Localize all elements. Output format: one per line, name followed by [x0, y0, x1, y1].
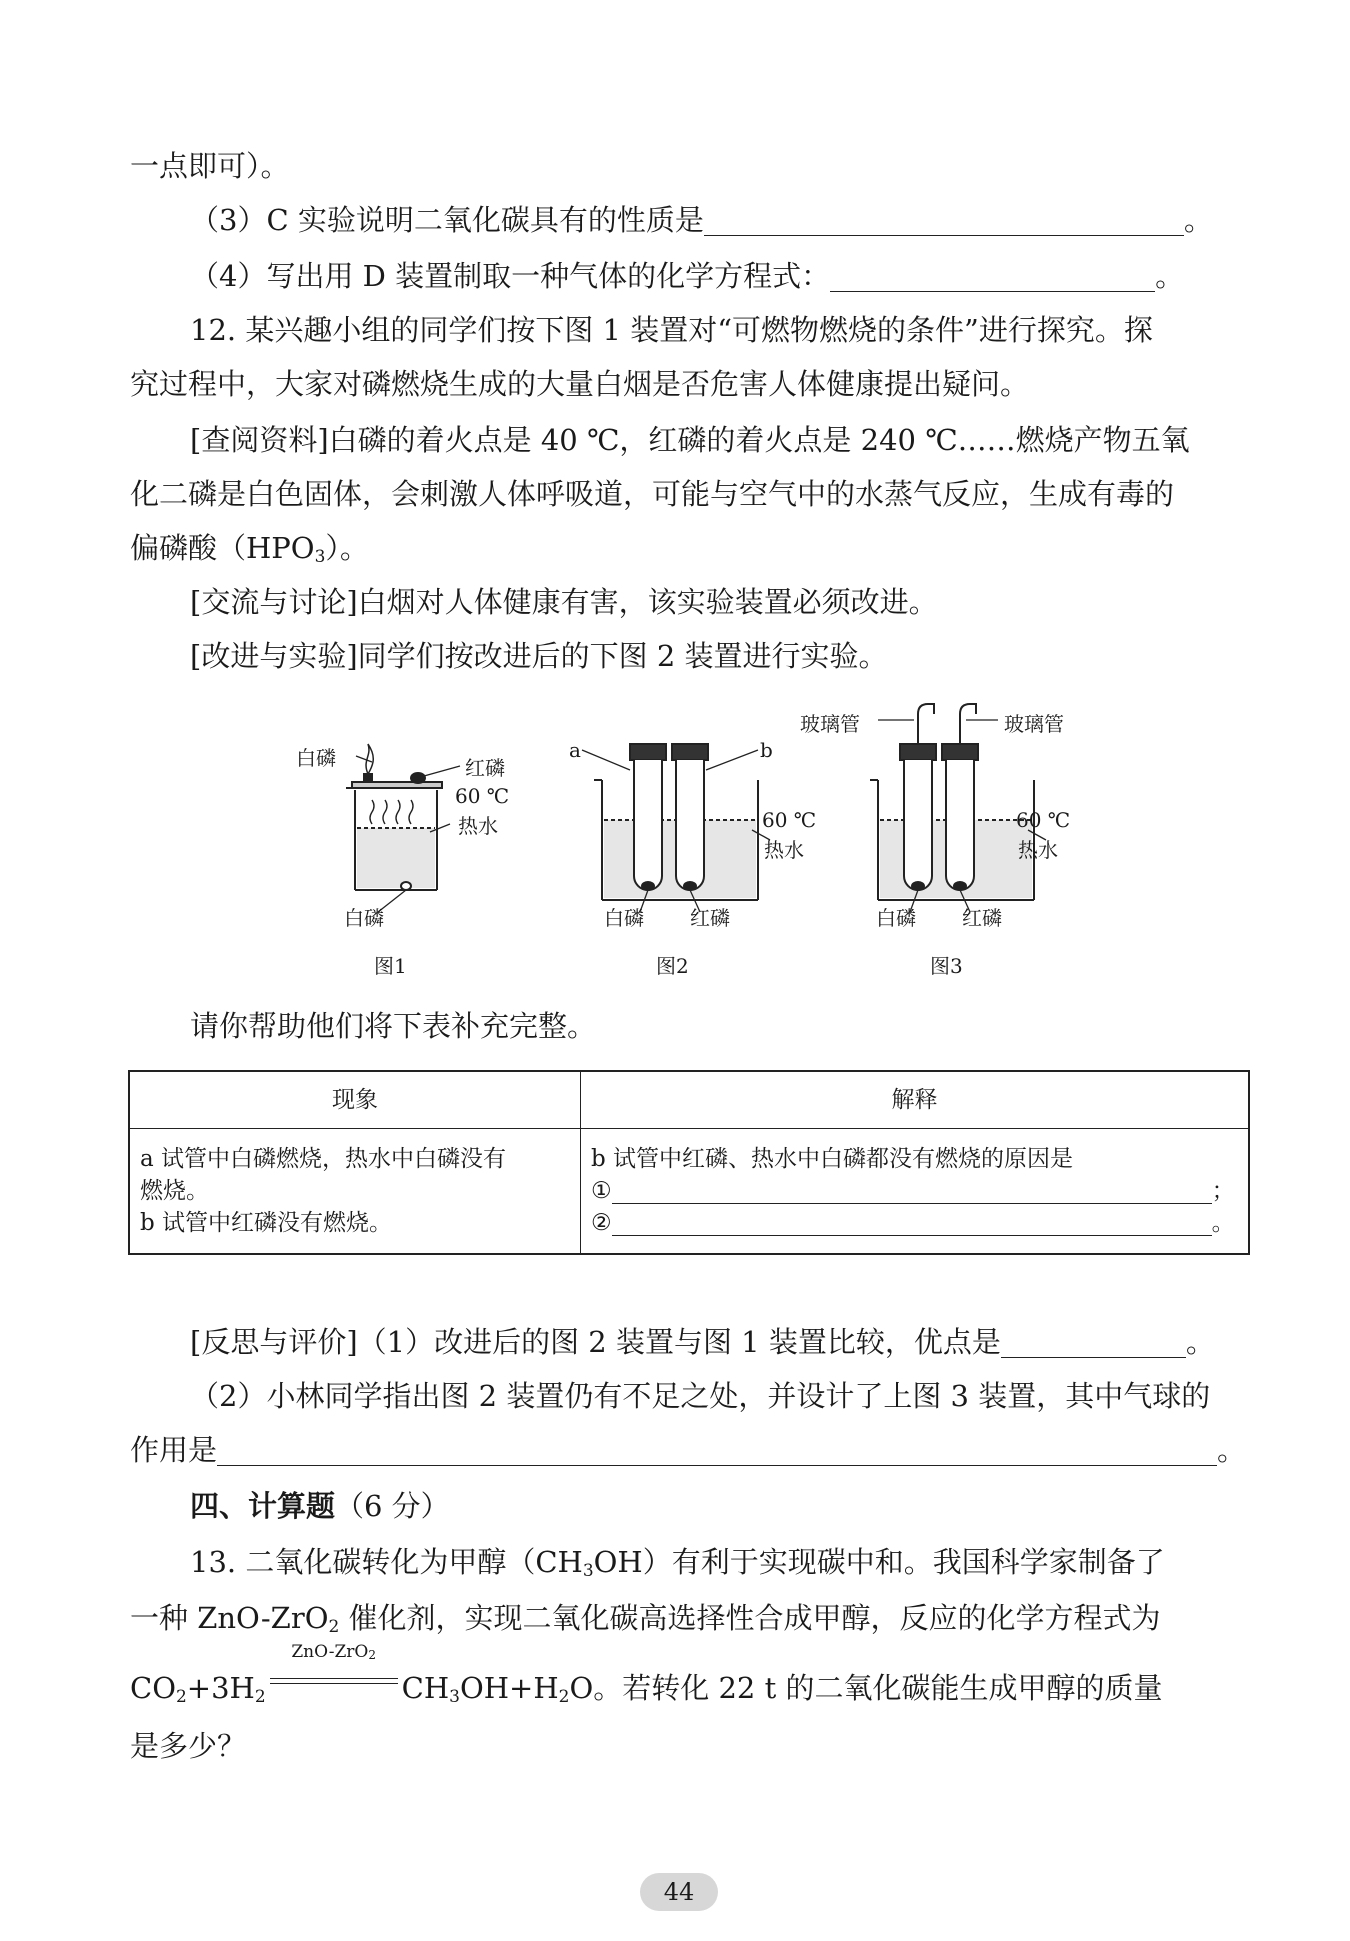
question-3-end: 。: [1183, 203, 1213, 237]
improvement-line: [改进与实验]同学们按改进后的下图 2 装置进行实验。: [190, 639, 888, 673]
eq-plus-h2: +3H: [186, 1671, 255, 1705]
info-line-1: [查阅资料]白磷的着火点是 40 ℃，红磷的着火点是 240 ℃……燃烧产物五氧: [190, 423, 1190, 457]
answer-table: [128, 1070, 1250, 1255]
fig3-label-tube-left: 玻璃管: [800, 712, 860, 736]
equals-sign: [270, 1678, 398, 1684]
info-line-2: 化二磷是白色固体，会刺激人体呼吸道，可能与空气中的水蒸气反应，生成有毒的: [130, 477, 1175, 511]
table-header-explanation: 解释: [581, 1071, 1250, 1129]
info-line-3-text: 偏磷酸（HPO: [130, 531, 315, 565]
subscript: 2: [254, 1687, 266, 1707]
answer-blank-3[interactable]: [704, 205, 1184, 236]
reflection-2-line-2: [130, 1430, 1246, 1470]
blank-end-1: ；: [1211, 1178, 1235, 1204]
fig3-label-temp: 60 ℃: [1016, 808, 1071, 832]
fig1-caption: 图1: [374, 954, 407, 978]
question-3: [190, 200, 1213, 240]
eq-rest: O。若转化 22 t 的二氧化碳能生成甲醇的质量: [569, 1671, 1163, 1705]
section-heading: [190, 1486, 450, 1526]
table-cell-explanation: [581, 1129, 1250, 1255]
subscript: 3: [314, 547, 326, 567]
blank-end-2: 。: [1211, 1210, 1235, 1236]
fig1-label-temp: 60 ℃: [455, 784, 510, 808]
question-13-line-2: [130, 1598, 1161, 1647]
fig1-label-red: 红磷: [465, 756, 505, 780]
fig2-caption: 图2: [656, 954, 689, 978]
phenomenon-line-2: 燃烧。: [140, 1178, 209, 1204]
section-title: 四、计算题: [190, 1489, 336, 1523]
fig3-label-water: 热水: [1018, 838, 1058, 862]
explanation-line: b 试管中红磷、热水中白磷都没有燃烧的原因是: [591, 1146, 1074, 1172]
answer-blank-reflection-1[interactable]: [1001, 1327, 1186, 1358]
fig2-label-water: 热水: [764, 838, 804, 862]
subscript: 2: [368, 1648, 376, 1662]
reflection-2-end: 。: [1217, 1433, 1247, 1467]
fig1-label-white-top: 白磷: [296, 746, 336, 770]
question-4: [190, 256, 1184, 296]
fig1-label-white-bottom: 白磷: [344, 906, 384, 930]
table-answer-blank-1[interactable]: [612, 1179, 1212, 1204]
condition-formula: ZnO-ZrO: [291, 1642, 369, 1662]
q13-text-4: 催化剂，实现二氧化碳高选择性合成甲醇，反应的化学方程式为: [339, 1601, 1161, 1635]
subscript: 2: [175, 1687, 187, 1707]
answer-blank-reflection-2[interactable]: [217, 1435, 1217, 1466]
fig3-label-white: 白磷: [876, 906, 916, 930]
circle-number-1: ①: [591, 1178, 612, 1204]
eq-oh-h2: OH+H: [459, 1671, 559, 1705]
subscript: 3: [582, 1561, 594, 1581]
table-instruction: 请你帮助他们将下表补充完整。: [190, 1009, 597, 1043]
reflection-1-text: [反思与评价]（1）改进后的图 2 装置与图 1 装置比较，优点是: [190, 1325, 1001, 1359]
question-3-text: （3）C 实验说明二氧化碳具有的性质是: [190, 203, 704, 237]
fig2-label-red: 红磷: [690, 906, 730, 930]
circle-number-2: ②: [591, 1210, 612, 1236]
q13-text-3: 一种 ZnO-ZrO: [130, 1601, 329, 1635]
question-4-text: （4）写出用 D 装置制取一种气体的化学方程式：: [190, 259, 831, 293]
question-13-line-4: 是多少？: [130, 1729, 247, 1763]
page-number: 44: [640, 1873, 718, 1911]
figure-2-apparatus: [582, 744, 770, 912]
eq-co2: CO: [130, 1671, 176, 1705]
answer-blank-4[interactable]: [830, 261, 1155, 292]
phenomenon-line-1: a 试管中白磷燃烧，热水中白磷没有: [140, 1146, 507, 1172]
reflection-1-end: 。: [1185, 1325, 1215, 1359]
reflection-2-line-1: （2）小林同学指出图 2 装置仍有不足之处，并设计了上图 3 装置，其中气球的: [190, 1379, 1211, 1413]
explanation-blank-row-2: [591, 1207, 1238, 1239]
fig2-label-b: b: [760, 738, 773, 762]
subscript: 2: [558, 1687, 570, 1707]
question-12-line-2: 究过程中，大家对磷燃烧生成的大量白烟是否危害人体健康提出疑问。: [130, 367, 1030, 401]
figure-1-apparatus: [346, 744, 460, 912]
chemical-equation-line: [130, 1642, 1163, 1717]
q13-text-1: 13. 二氧化碳转化为甲醇（CH: [190, 1545, 583, 1579]
fig1-label-water: 热水: [458, 814, 498, 838]
fig2-label-a: a: [569, 738, 581, 762]
table-header-phenomenon: 现象: [129, 1071, 581, 1129]
subscript: 3: [449, 1687, 460, 1707]
q13-text-2: OH）有利于实现碳中和。我国科学家制备了: [593, 1545, 1165, 1579]
info-line-3: [130, 528, 369, 577]
table-answer-blank-2[interactable]: [612, 1211, 1212, 1236]
discussion-line: [交流与讨论]白烟对人体健康有害，该实验装置必须改进。: [190, 585, 938, 619]
phenomenon-line-3: b 试管中红磷没有燃烧。: [140, 1210, 393, 1236]
reflection-1: [190, 1322, 1215, 1362]
subscript: 2: [328, 1617, 340, 1637]
fig3-label-tube-right: 玻璃管: [1004, 712, 1064, 736]
text-continuation: 一点即可）。: [130, 149, 290, 183]
reflection-2-text: 作用是: [130, 1433, 218, 1467]
fig3-label-red: 红磷: [962, 906, 1002, 930]
table-cell-phenomenon: [129, 1129, 581, 1255]
fig2-label-white: 白磷: [604, 906, 644, 930]
condition-text: [270, 1642, 398, 1665]
fig3-caption: 图3: [930, 954, 963, 978]
question-4-end: 。: [1155, 259, 1185, 293]
explanation-blank-row-1: [591, 1175, 1238, 1207]
question-12-line-1: 12. 某兴趣小组的同学们按下图 1 装置对“可燃物燃烧的条件”进行探究。探: [190, 313, 1153, 347]
eq-ch3: CH: [401, 1671, 450, 1705]
reaction-condition: [270, 1642, 398, 1700]
question-13-line-1: [190, 1542, 1165, 1591]
info-line-3-end: ）。: [325, 531, 369, 565]
fig2-label-temp: 60 ℃: [762, 808, 817, 832]
section-score: （6 分）: [335, 1489, 450, 1523]
